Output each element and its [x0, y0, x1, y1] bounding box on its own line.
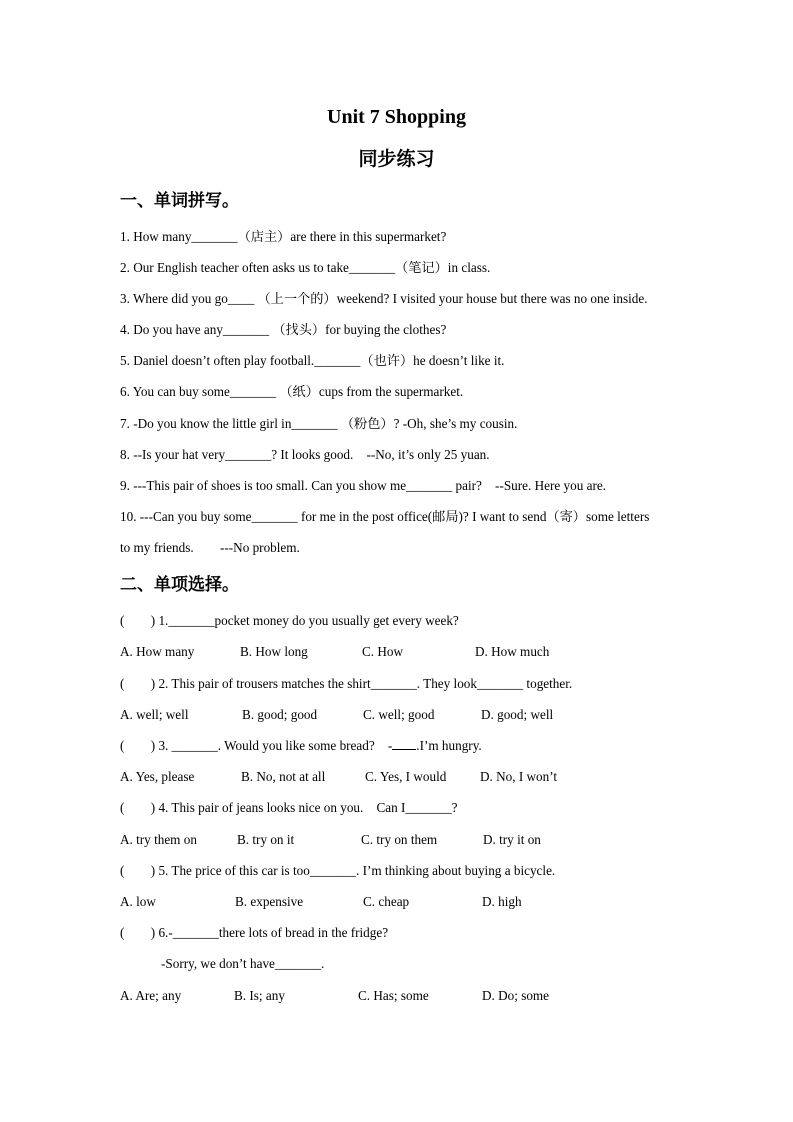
- option-a: A. low: [120, 894, 156, 909]
- choice-question-4: ( ) 4. This pair of jeans looks nice on you. Can I_______?: [120, 800, 458, 815]
- question-3-text-start: ( ) 3. _______. Would you like some bread? -: [120, 738, 393, 753]
- option-a: A. How many: [120, 644, 195, 659]
- option-c: C. Has; some: [358, 988, 429, 1003]
- question-3-text-end: .I’m hungry.: [416, 738, 482, 753]
- spelling-item-4: 4. Do you have any_______ （找头）for buying the clothes?: [120, 322, 447, 337]
- option-d: D. Do; some: [482, 988, 550, 1003]
- choice-question-6-reply: -Sorry, we don’t have_______.: [161, 956, 325, 971]
- option-d: D. try it on: [483, 832, 541, 847]
- option-b: B. How long: [240, 644, 308, 659]
- option-b: B. try on it: [237, 832, 295, 847]
- option-a: A. well; well: [120, 707, 189, 722]
- choice-options-1: [120, 643, 680, 661]
- option-b: B. good; good: [242, 707, 318, 722]
- choice-question-3: [120, 737, 482, 755]
- spelling-item-8: 8. --Is your hat very_______? It looks good. --No, it’s only 25 yuan.: [120, 447, 490, 462]
- choice-question-6: ( ) 6.-_______there lots of bread in the fridge?: [120, 925, 389, 940]
- option-c: C. try on them: [361, 832, 438, 847]
- choice-options-5: [120, 893, 680, 911]
- option-c: C. Yes, I would: [365, 769, 447, 784]
- option-c: C. well; good: [363, 707, 435, 722]
- spelling-item-1: 1. How many_______（店主）are there in this supermarket?: [120, 229, 447, 244]
- option-d: D. high: [482, 894, 522, 909]
- spelling-item-9: 9. ---This pair of shoes is too small. Can you show me_______ pair? --Sure. Here you are.: [120, 478, 606, 493]
- spelling-item-3: 3. Where did you go____ （上一个的）weekend? I visited your house but there was no one inside.: [120, 291, 648, 306]
- choice-options-2: [120, 706, 680, 724]
- choice-options-3: [120, 768, 680, 786]
- choice-options-6: [120, 987, 680, 1005]
- option-b: B. expensive: [235, 894, 304, 909]
- choice-question-1: ( ) 1._______pocket money do you usually get every week?: [120, 613, 459, 628]
- section-heading-spelling: 一、单词拼写。: [120, 191, 239, 211]
- spelling-item-5: 5. Daniel doesn’t often play football._______（也许）he doesn’t like it.: [120, 353, 505, 368]
- option-b: B. Is; any: [234, 988, 285, 1003]
- spelling-item-7: 7. -Do you know the little girl in_______ （粉色）? -Oh, she’s my cousin.: [120, 416, 518, 431]
- option-a: A. try them on: [120, 832, 197, 847]
- option-b: B. No, not at all: [241, 769, 326, 784]
- spelling-item-6: 6. You can buy some_______ （纸）cups from the supermarket.: [120, 384, 464, 399]
- answer-blank: [392, 737, 416, 750]
- option-a: A. Are; any: [120, 988, 182, 1003]
- option-d: D. No, I won’t: [480, 769, 558, 784]
- option-d: D. How much: [475, 644, 550, 659]
- option-d: D. good; well: [481, 707, 554, 722]
- option-c: C. How: [362, 644, 404, 659]
- choice-question-2: ( ) 2. This pair of trousers matches the shirt_______. They look_______ together.: [120, 676, 573, 691]
- spelling-item-10-continued: to my friends. ---No problem.: [120, 540, 300, 555]
- choice-question-5: ( ) 5. The price of this car is too_______. I’m thinking about buying a bicycle.: [120, 863, 556, 878]
- spelling-item-10: 10. ---Can you buy some_______ for me in the post office(邮局)? I want to send（寄）some letters: [120, 509, 650, 524]
- choice-options-4: [120, 831, 680, 849]
- option-a: A. Yes, please: [120, 769, 195, 784]
- page-title: Unit 7 Shopping: [327, 106, 466, 128]
- spelling-item-2: 2. Our English teacher often asks us to take_______（笔记）in class.: [120, 260, 491, 275]
- option-c: C. cheap: [363, 894, 410, 909]
- section-heading-choice: 二、单项选择。: [120, 575, 239, 595]
- page-subtitle: 同步练习: [358, 148, 435, 170]
